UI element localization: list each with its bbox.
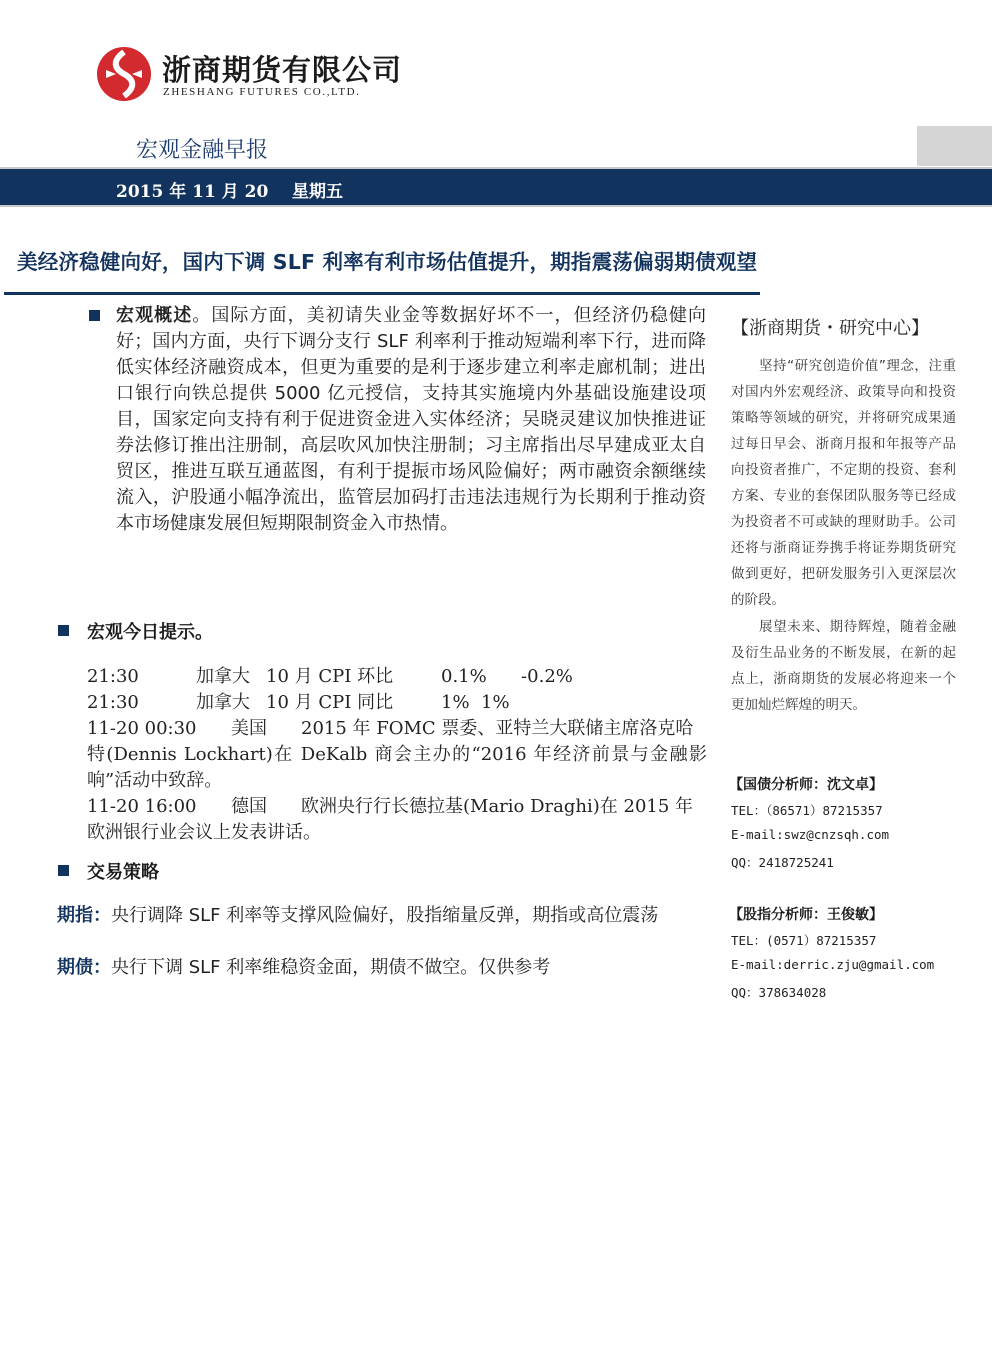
strategy-title: 交易策略: [87, 862, 159, 883]
analyst-tel: TEL：(0571）87215357: [731, 933, 877, 948]
event-time: 21:30: [87, 666, 139, 687]
company-name-en: ZHESHANG FUTURES CO.,LTD.: [163, 86, 361, 98]
event-text-continued: 欧洲银行业会议上发表讲话。: [87, 822, 321, 843]
report-date: 2015 年 11 月 20 星期五: [116, 182, 343, 202]
event-text: 2015 年 FOMC 票委、亚特兰大联储主席洛克哈: [301, 718, 694, 739]
analyst-title: 【股指分析师：王俊敏】: [729, 907, 883, 923]
headline-divider: [4, 292, 760, 295]
report-type-title: 宏观金融早报: [136, 138, 269, 163]
macro-overview-label: 宏观概述: [116, 305, 193, 326]
strategy-item: [57, 903, 707, 929]
event-values: 1% 1%: [441, 692, 510, 713]
strategy-item: [57, 955, 707, 981]
analyst-title: 【国债分析师：沈文卓】: [729, 777, 883, 793]
event-text-continued: 特(Dennis Lockhart)在 DeKalb 商会主办的“2016 年经济前景与金融影响”活动中致辞。: [87, 744, 707, 791]
strategy-label: 期债：: [57, 957, 111, 978]
event-time: 21:30: [87, 692, 139, 713]
bullet-square-icon: [58, 865, 69, 876]
macro-overview-text: 。国际方面，美初请失业金等数据好坏不一，但经济仍稳健向好；国内方面，央行下调分支行 SLF 利率利于推动短端利率下行，进而降低实体经济融资成本，但更为重要的是利于逐步建立利率走廊机制；进出口银行向铁总提供 5000 亿元授信，支持其实施境内外基础设施建设项目，国家定向支持有利于促进资金进入实体经济；吴晓灵建议加快推进证券法修订推出注册制，高层吹风加快注册制；习主席指出尽早建成亚太自贸区，推进互联互通蓝图，有利于提振市场风险偏好；两市融资余额继续流入，沪股通小幅净流出，监管层加码打击违法违规行为长期利于推动资本市场健康发展但短期限制资金入市热情。: [116, 305, 707, 534]
event-country: 德国: [231, 796, 267, 817]
event-row: [87, 794, 707, 820]
strategy-text: 央行调降 SLF 利率等支撑风险偏好，股指缩量反弹，期指或高位震荡: [111, 905, 659, 926]
analyst-qq: QQ：2418725241: [731, 855, 834, 870]
bullet-square-icon: [58, 625, 69, 636]
event-country: 美国: [231, 718, 267, 739]
event-item: 10 月 CPI 同比: [266, 692, 394, 713]
event-country: 加拿大: [196, 666, 250, 687]
bullet-square-icon: [89, 310, 100, 321]
company-logo-icon: [96, 46, 152, 102]
event-country: 加拿大: [196, 692, 250, 713]
event-text: 欧洲央行行长德拉基(Mario Draghi)在 2015 年: [301, 796, 694, 817]
analyst-qq: QQ：378634028: [731, 985, 827, 1000]
sidebar-intro-paragraph: 坚持“研究创造价值”理念，注重对国内外宏观经济、政策导向和投资策略等领域的研究，并将研究成果通过每日早会、浙商月报和年报等产品向投资者推广，不定期的投资、套利方案、专业的套保团队服务等已经成为投资者不可或缺的理财助手。公司还将与浙商证券携手将证券期货研究做到更好，把研发服务引入更深层次的阶段。: [731, 358, 956, 608]
event-time: 11-20 16:00: [87, 796, 197, 817]
company-name-cn: 浙商期货有限公司: [162, 53, 403, 87]
strategy-text: 央行下调 SLF 利率维稳资金面，期债不做空。仅供参考: [111, 957, 551, 978]
report-headline: 美经济稳健向好，国内下调 SLF 利率有利市场估值提升，期指震荡偏弱期债观望: [17, 250, 758, 274]
event-row: [87, 664, 707, 690]
event-item: 10 月 CPI 环比: [266, 666, 394, 687]
event-values: 0.1% -0.2%: [441, 666, 573, 687]
sidebar-outlook-paragraph: 展望未来、期待辉煌，随着金融及衍生品业务的不断发展，在新的起点上，浙商期货的发展必将迎来一个更加灿烂辉煌的明天。: [731, 619, 956, 713]
analyst-email[interactable]: E-mail:swz@cnzsqh.com: [731, 827, 890, 842]
macro-overview: [116, 303, 706, 537]
analyst-email[interactable]: E-mail:derric.zju@gmail.com: [731, 957, 935, 972]
event-row: [87, 716, 707, 742]
sidebar-title: 【浙商期货・研究中心】: [731, 318, 929, 339]
event-row: [87, 690, 707, 716]
event-time: 11-20 00:30: [87, 718, 197, 739]
today-tips-title: 宏观今日提示。: [87, 622, 213, 643]
header-accent-block: [917, 126, 992, 166]
analyst-tel: TEL：（86571）87215357: [731, 803, 883, 818]
strategy-label: 期指：: [57, 905, 111, 926]
